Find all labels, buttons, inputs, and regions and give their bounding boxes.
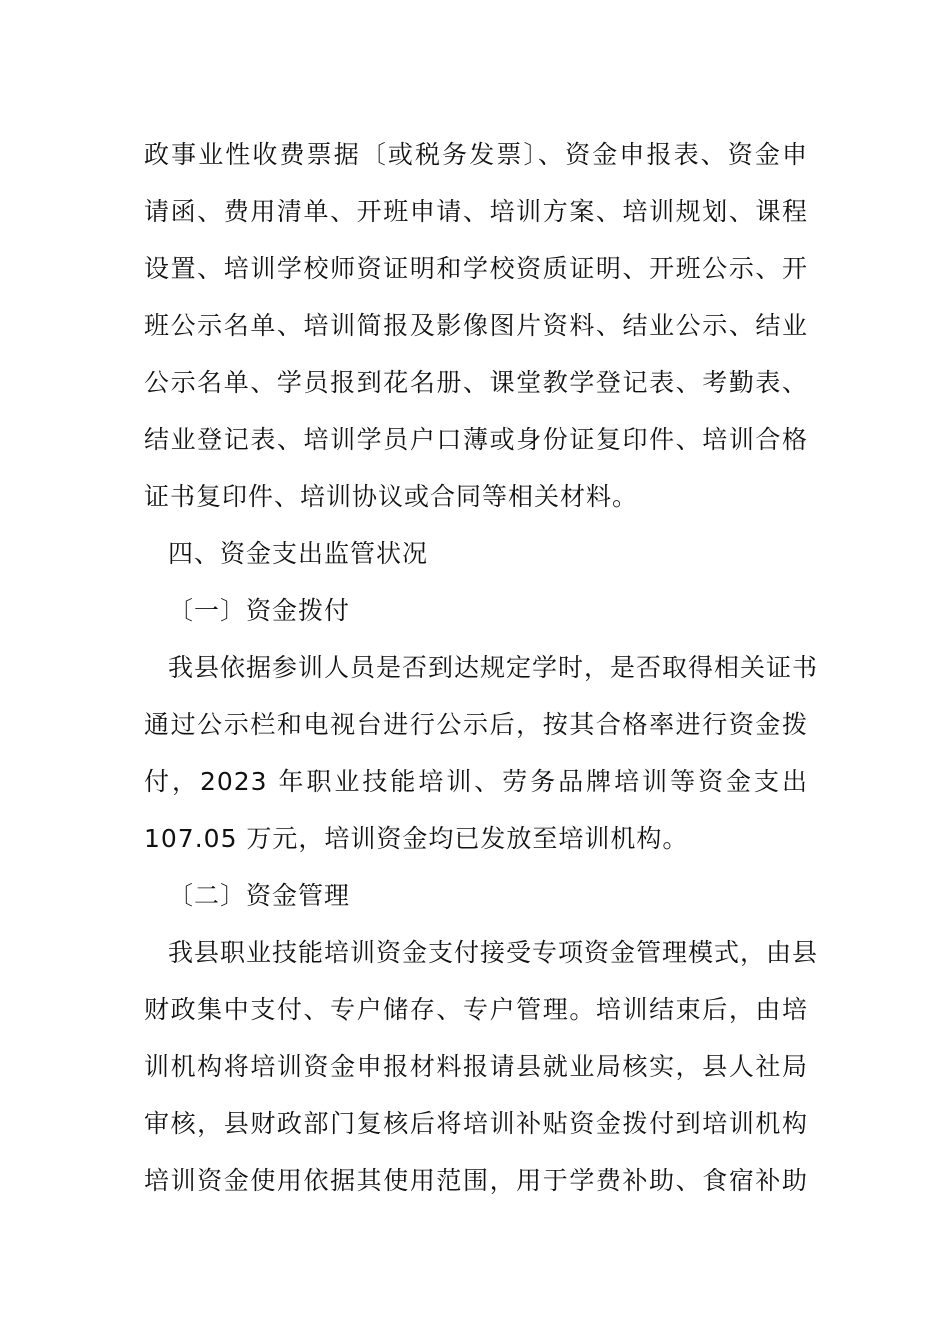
paragraph-line: 审核，县财政部门复核后将培训补贴资金拨付到培训机构 <box>144 1109 808 1138</box>
paragraph-line: 我县职业技能培训资金支付接受专项资金管理模式，由县 <box>168 938 819 967</box>
subsection-heading: 〔二〕资金管理 <box>168 881 351 910</box>
paragraph-line: 通过公示栏和电视台进行公示后，按其合格率进行资金拨 <box>144 710 808 739</box>
paragraph-line: 107.05 万元，培训资金均已发放至培训机构。 <box>144 824 689 853</box>
paragraph-line: 班公示名单、培训简报及影像图片资料、结业公示、结业 <box>144 311 808 340</box>
paragraph-line: 政事业性收费票据〔或税务发票〕、资金申报表、资金申 <box>144 140 808 169</box>
paragraph-line: 财政集中支付、专户储存、专户管理。培训结束后，由培 <box>144 995 808 1024</box>
paragraph-line: 设置、培训学校师资证明和学校资质证明、开班公示、开 <box>144 254 808 283</box>
paragraph-line: 公示名单、学员报到花名册、课堂教学登记表、考勤表、 <box>144 368 808 397</box>
paragraph-line: 请函、费用清单、开班申请、培训方案、培训规划、课程 <box>144 197 808 226</box>
paragraph-line: 我县依据参训人员是否到达规定学时，是否取得相关证书 <box>168 653 819 682</box>
paragraph-line: 训机构将培训资金申报材料报请县就业局核实，县人社局 <box>144 1052 808 1081</box>
section-heading: 四、资金支出监管状况 <box>168 539 429 568</box>
paragraph-line: 培训资金使用依据其使用范围，用于学费补助、食宿补助 <box>144 1166 808 1195</box>
paragraph-line: 证书复印件、培训协议或合同等相关材料。 <box>144 482 639 511</box>
subsection-heading: 〔一〕资金拨付 <box>168 596 351 625</box>
paragraph-line: 付，2023 年职业技能培训、劳务品牌培训等资金支出 <box>144 767 808 796</box>
paragraph-line: 结业登记表、培训学员户口薄或身份证复印件、培训合格 <box>144 425 808 454</box>
